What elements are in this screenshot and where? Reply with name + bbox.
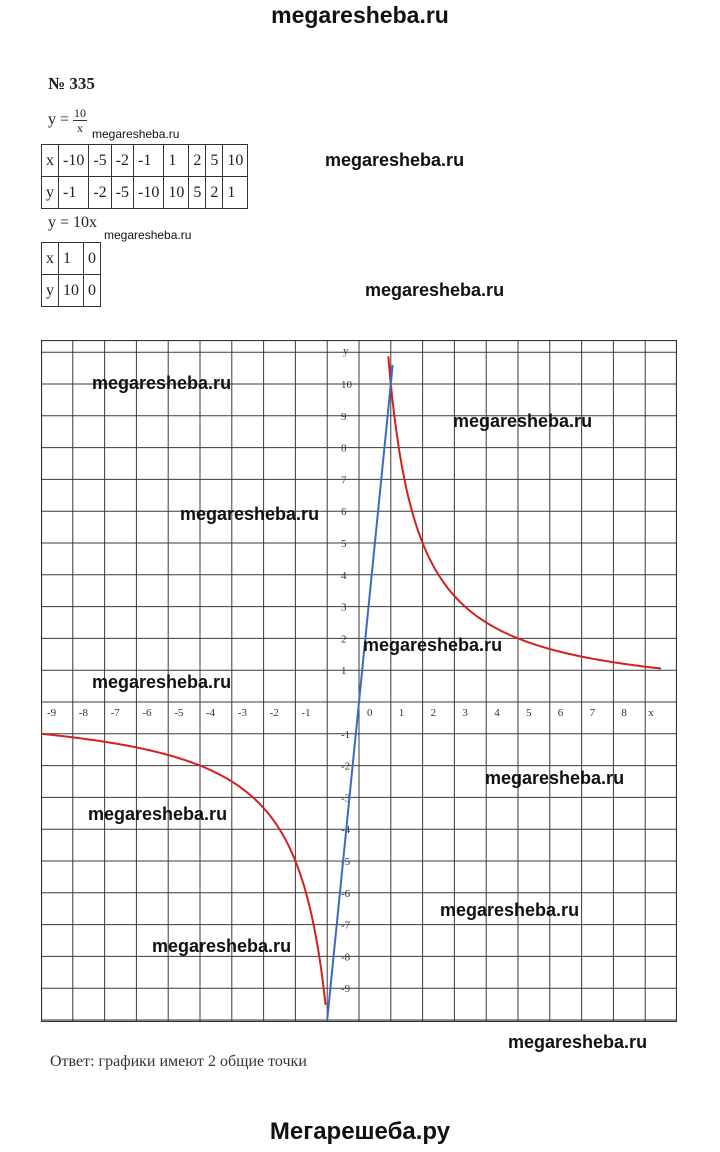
y-tick-label: 10 bbox=[341, 379, 352, 391]
x-tick-label: 4 bbox=[494, 707, 500, 719]
watermark: megaresheba.ru bbox=[508, 1032, 648, 1052]
x-tick-label: 1 bbox=[398, 707, 405, 719]
watermark: megaresheba.ru bbox=[92, 373, 232, 393]
y-tick-label: -8 bbox=[341, 951, 351, 964]
x-tick-label: 2 bbox=[430, 707, 437, 719]
y-tick-label: -2 bbox=[341, 760, 351, 773]
site-footer: Мегарешеба.ру bbox=[269, 1118, 451, 1145]
fraction-denominator: x bbox=[77, 121, 84, 135]
y-tick-label: -3 bbox=[341, 792, 351, 805]
y-tick-label: 5 bbox=[341, 538, 347, 550]
series-line bbox=[327, 365, 393, 1020]
table-row-y bbox=[42, 177, 248, 209]
table-cell: 0 bbox=[84, 243, 101, 275]
x-tick-label: -3 bbox=[237, 707, 247, 719]
x-tick-label: -5 bbox=[174, 707, 184, 719]
y-tick-label: -7 bbox=[341, 919, 351, 932]
watermark: megaresheba.ru bbox=[485, 768, 625, 788]
x-tick-label: -6 bbox=[142, 707, 152, 719]
x-tick-label: -4 bbox=[206, 707, 216, 719]
table-cell: 0 bbox=[84, 275, 101, 307]
watermark: megaresheba.ru bbox=[325, 150, 465, 170]
y-tick-label: 2 bbox=[341, 633, 347, 646]
table-cell: -1 bbox=[59, 177, 89, 209]
watermark: megaresheba.ru bbox=[92, 127, 180, 141]
table-cell: -10 bbox=[59, 145, 89, 177]
table-row-y bbox=[42, 275, 101, 307]
x-axis-label: x bbox=[648, 707, 654, 719]
table-cell: -2 bbox=[89, 177, 111, 209]
x-tick-label: 7 bbox=[589, 707, 596, 719]
x-tick-label: 0 bbox=[367, 707, 373, 719]
table-cell: -5 bbox=[89, 145, 111, 177]
table-cell: 2 bbox=[206, 177, 223, 209]
x-tick-label: -9 bbox=[47, 707, 57, 719]
table-cell: 5 bbox=[189, 177, 206, 209]
x-tick-label: -1 bbox=[301, 707, 311, 719]
table-cell: x bbox=[42, 243, 59, 275]
formula-hyperbola bbox=[48, 106, 87, 135]
watermark: megaresheba.ru bbox=[152, 936, 292, 956]
table-cell: y bbox=[42, 177, 59, 209]
formula-lhs: y = bbox=[48, 111, 70, 129]
y-tick-label: -6 bbox=[341, 887, 351, 900]
y-tick-label: -5 bbox=[341, 856, 351, 868]
formula-line: y = 10x bbox=[48, 214, 98, 231]
y-tick-label: 3 bbox=[341, 601, 347, 614]
fraction-numerator: 10 bbox=[74, 106, 87, 120]
table-cell: 1 bbox=[164, 145, 189, 177]
table-cell: 5 bbox=[206, 145, 223, 177]
y-tick-label: 7 bbox=[341, 474, 347, 487]
table-cell: 1 bbox=[59, 243, 84, 275]
fraction bbox=[73, 106, 87, 135]
watermark: megaresheba.ru bbox=[104, 228, 192, 242]
table-cell: -1 bbox=[133, 145, 163, 177]
x-tick-label: 6 bbox=[557, 707, 564, 719]
y-tick-label: -1 bbox=[341, 728, 351, 741]
table-cell: 10 bbox=[164, 177, 189, 209]
watermark: megaresheba.ru bbox=[440, 900, 580, 920]
watermark: megaresheba.ru bbox=[92, 672, 232, 692]
table-cell: x bbox=[42, 145, 59, 177]
values-table-hyperbola bbox=[41, 144, 248, 209]
y-tick-label: 9 bbox=[341, 410, 347, 423]
y-tick-label: -9 bbox=[341, 983, 351, 996]
watermark: megaresheba.ru bbox=[180, 504, 320, 524]
table-cell: 2 bbox=[189, 145, 206, 177]
table-cell: -5 bbox=[111, 177, 133, 209]
watermark: megaresheba.ru bbox=[365, 280, 505, 300]
table-row-x bbox=[42, 243, 101, 275]
series-line bbox=[388, 356, 661, 668]
y-tick-label: 1 bbox=[341, 665, 347, 678]
series-line bbox=[41, 734, 326, 1005]
table-cell: 10 bbox=[223, 145, 248, 177]
y-tick-label: 6 bbox=[341, 506, 347, 519]
y-tick-label: -4 bbox=[341, 824, 351, 837]
values-table-line bbox=[41, 242, 101, 307]
x-tick-label: -2 bbox=[269, 707, 279, 719]
table-cell: -10 bbox=[133, 177, 163, 209]
x-tick-label: 8 bbox=[621, 707, 627, 719]
answer-text: Ответ: графики имеют 2 общие точки bbox=[50, 1053, 307, 1070]
site-header: megaresheba.ru bbox=[271, 2, 449, 28]
x-tick-label: 5 bbox=[526, 707, 532, 719]
table-cell: 10 bbox=[59, 275, 84, 307]
table-cell: 1 bbox=[223, 177, 248, 209]
task-number: № 335 bbox=[48, 74, 95, 93]
y-tick-label: 4 bbox=[341, 569, 347, 582]
x-tick-label: -8 bbox=[78, 707, 88, 719]
x-tick-label: 3 bbox=[462, 707, 468, 719]
watermark: megaresheba.ru bbox=[88, 804, 228, 824]
y-tick-label: 8 bbox=[341, 442, 347, 455]
watermark: megaresheba.ru bbox=[453, 411, 593, 431]
table-row-x bbox=[42, 145, 248, 177]
watermark: megaresheba.ru bbox=[363, 635, 503, 655]
y-axis-label: y bbox=[343, 345, 349, 357]
table-cell: -2 bbox=[111, 145, 133, 177]
table-cell: y bbox=[42, 275, 59, 307]
x-tick-label: -7 bbox=[110, 707, 120, 719]
